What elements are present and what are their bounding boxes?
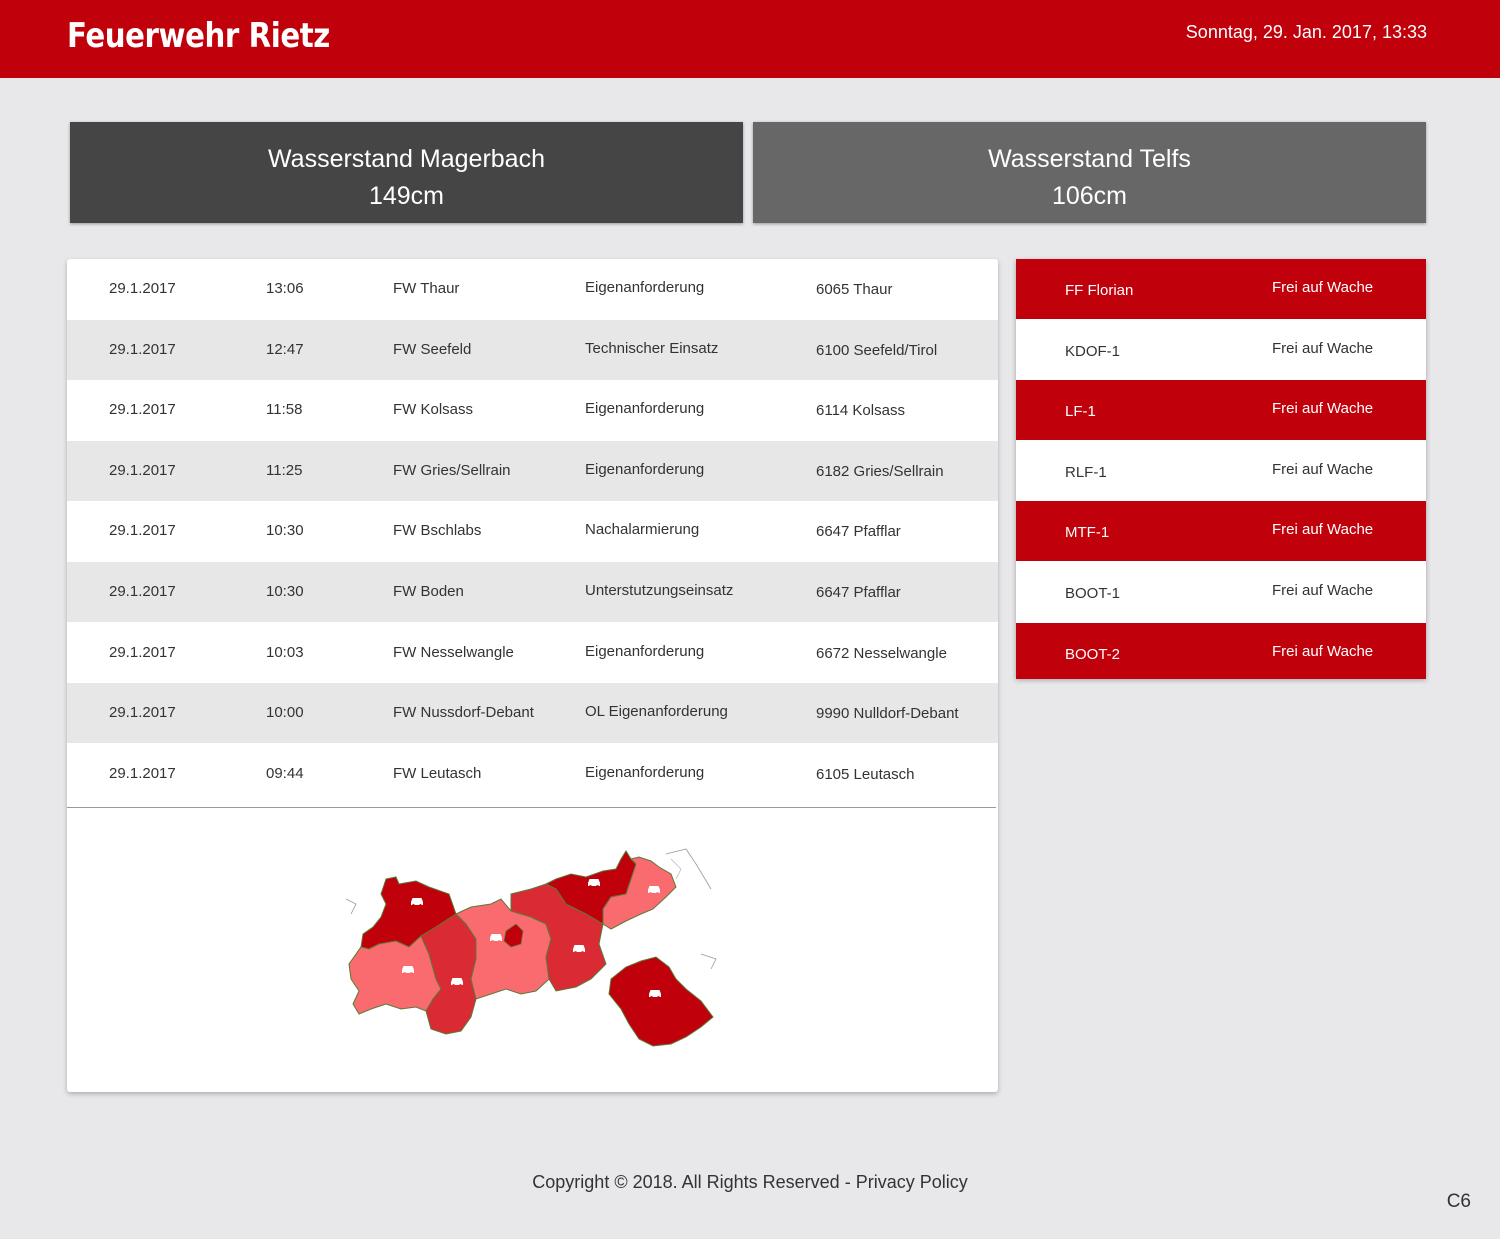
unit-row[interactable] (1016, 259, 1426, 319)
unit-status: Frei auf Wache (1272, 279, 1374, 296)
unit-name: KDOF-1 (1065, 342, 1121, 360)
unit-status: Frei auf Wache (1272, 521, 1374, 539)
water-level-title: Wasserstand Magerbach (268, 145, 545, 173)
unit-name: RLF-1 (1065, 463, 1107, 481)
event-time: 13:06 (266, 280, 304, 297)
table-row[interactable] (67, 259, 998, 319)
event-department: FW Seefeld (393, 340, 472, 358)
table-row[interactable] (67, 441, 998, 501)
footer-copyright[interactable]: Copyright © 2018. All Rights Reserved - Privacy Policy (532, 1172, 968, 1192)
event-date: 29.1.2017 (109, 340, 176, 358)
unit-row[interactable] (1016, 623, 1426, 679)
unit-status: Frei auf Wache (1272, 642, 1374, 660)
brand-title: Feuerwehr Rietz (67, 16, 330, 56)
event-department: FW Nussdorf-Debant (393, 704, 534, 722)
table-row[interactable] (67, 623, 998, 683)
event-department: FW Nesselwangle (393, 643, 514, 661)
event-time: 11:58 (266, 401, 303, 419)
tirol-map (341, 839, 721, 1054)
table-row[interactable] (67, 562, 998, 622)
water-level-telfs (753, 122, 1426, 223)
event-time: 10:30 (266, 583, 304, 600)
event-date: 29.1.2017 (109, 401, 176, 419)
event-date: 29.1.2017 (109, 461, 176, 479)
table-row[interactable] (67, 744, 998, 804)
event-time: 11:25 (266, 461, 303, 479)
water-level-value: 149cm (368, 182, 445, 210)
event-type: Eigenanforderung (585, 460, 705, 478)
event-date: 29.1.2017 (109, 643, 176, 661)
unit-row[interactable] (1016, 441, 1426, 501)
unit-status: Frei auf Wache (1272, 339, 1374, 357)
unit-name: LF-1 (1065, 403, 1096, 421)
datetime: Sonntag, 29. Jan. 2017, 13:33 (1185, 22, 1427, 42)
units-panel (1016, 259, 1426, 678)
map-outline (671, 859, 681, 879)
table-row[interactable] (67, 380, 998, 440)
unit-status: Frei auf Wache (1272, 460, 1374, 478)
event-date: 29.1.2017 (109, 764, 176, 782)
event-type: OL Eigenanforderung (585, 703, 728, 721)
unit-name: BOOT-2 (1065, 645, 1121, 663)
footer-code: C6 (1446, 1191, 1471, 1212)
event-date: 29.1.2017 (109, 522, 176, 540)
header-bar (0, 0, 1500, 78)
water-level-magerbach (70, 122, 743, 223)
water-level-value: 106cm (1051, 182, 1128, 210)
table-row[interactable] (67, 501, 998, 561)
event-date: 29.1.2017 (109, 280, 176, 297)
table-divider (67, 807, 996, 808)
events-card (67, 259, 998, 1092)
event-location: 6647 Pfafflar (816, 523, 901, 541)
table-row[interactable] (67, 320, 998, 380)
event-department: FW Thaur (393, 280, 460, 297)
unit-name: BOOT-1 (1065, 585, 1121, 602)
unit-name: MTF-1 (1065, 524, 1110, 542)
unit-name: FF Florian (1065, 282, 1134, 299)
event-department: FW Boden (393, 583, 464, 600)
event-type: Eigenanforderung (585, 279, 705, 296)
event-location: 6065 Thaur (816, 281, 893, 298)
event-time: 10:03 (266, 643, 304, 661)
unit-row[interactable] (1016, 501, 1426, 561)
event-type: Eigenanforderung (585, 763, 705, 781)
event-location: 6182 Gries/Sellrain (816, 462, 944, 480)
unit-status: Frei auf Wache (1272, 400, 1374, 418)
unit-row[interactable] (1016, 562, 1426, 622)
water-level-title: Wasserstand Telfs (988, 145, 1191, 173)
event-type: Eigenanforderung (585, 642, 705, 660)
event-location: 6114 Kolsass (816, 402, 905, 420)
event-type: Technischer Einsatz (585, 339, 719, 357)
event-location: 6672 Nesselwangle (816, 644, 947, 662)
event-type: Unterstutzungseinsatz (585, 582, 734, 599)
event-department: FW Leutasch (393, 764, 482, 782)
event-location: 9990 Nulldorf-Debant (816, 705, 959, 723)
event-type: Eigenanforderung (585, 400, 705, 418)
event-department: FW Gries/Sellrain (393, 461, 511, 479)
event-type: Nachalarmierung (585, 521, 700, 539)
event-time: 12:47 (266, 340, 304, 358)
table-row[interactable] (67, 683, 998, 743)
event-location: 6105 Leutasch (816, 765, 915, 783)
event-location: 6100 Seefeld/Tirol (816, 341, 938, 359)
event-date: 29.1.2017 (109, 583, 176, 600)
unit-row[interactable] (1016, 380, 1426, 440)
event-date: 29.1.2017 (109, 704, 176, 722)
event-time: 10:00 (266, 704, 304, 722)
event-time: 09:44 (266, 764, 304, 782)
unit-row[interactable] (1016, 320, 1426, 380)
event-department: FW Bschlabs (393, 522, 482, 540)
map-district-lienz (609, 957, 713, 1046)
event-time: 10:30 (266, 522, 304, 540)
event-location: 6647 Pfafflar (816, 584, 901, 601)
unit-status: Frei auf Wache (1272, 582, 1374, 599)
event-department: FW Kolsass (393, 401, 474, 419)
